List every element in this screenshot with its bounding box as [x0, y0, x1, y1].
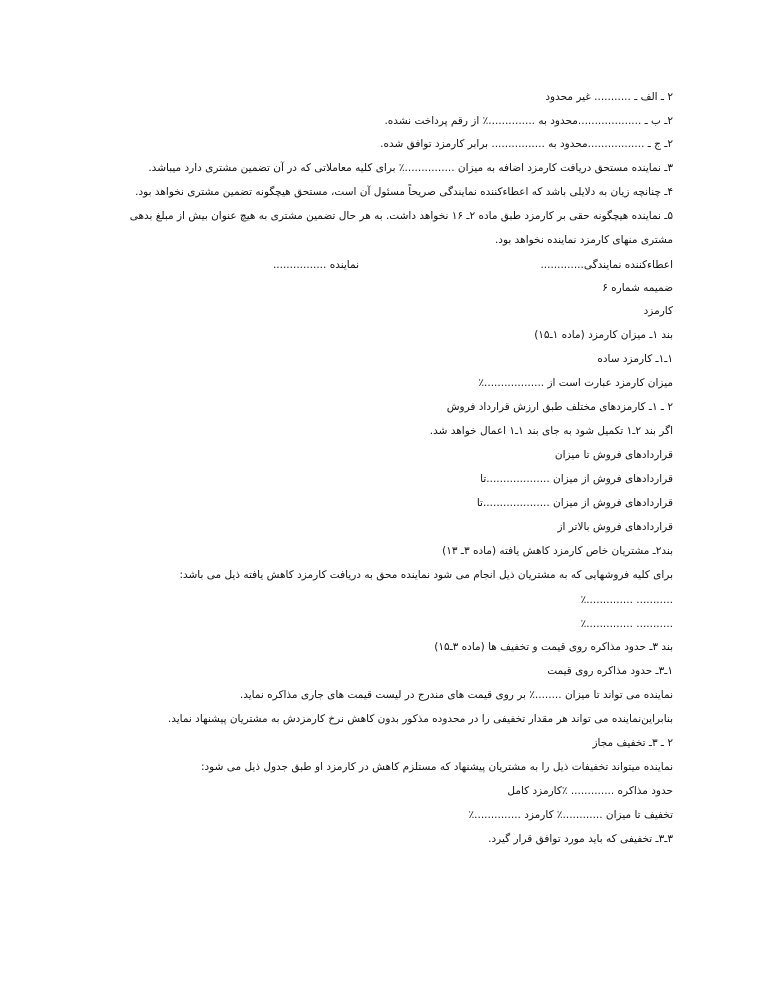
text-line: ۳ـ۳ـ تخفیفی که باید مورد توافق قرار گیرد.: [488, 833, 673, 845]
section-heading: کارمزد: [643, 305, 673, 317]
signature-agent: نماینده ................: [272, 259, 359, 271]
text-line: نماینده می تواند تا میزان ........٪ بر روی قیمت های مندرج در لیست قیمت های جاری مذاکره نماید.: [239, 689, 673, 701]
text-line: ۴ـ چنانچه زیان به دلایلی باشد که اعطاءکننده نمایندگی صریحاً مسئول آن است، مستحق هیچگونه تضمین مشتری نخواهد بود.: [135, 186, 673, 198]
text-line: ۳ـ نماینده مستحق دریافت کارمزد اضافه به میزان ...............٪ برای کلیه معاملاتی که در آن تضمین مشتری دارد میباشد.: [148, 162, 673, 174]
text-line: قراردادهای فروش بالاتر از: [557, 521, 673, 533]
text-line: میزان کارمزد عبارت است از ..................٪: [478, 377, 673, 389]
text-line: نماینده میتواند تخفیفات ذیل را به مشتریان پیشنهاد که مستلزم کاهش در کارمزد او طبق جدول ذیل می شود:: [200, 761, 673, 773]
clause-heading: بند ۱ـ میزان کارمزد (ماده ۱ـ۱۵): [534, 329, 673, 341]
text-line: قراردادهای فروش تا میزان: [554, 449, 673, 461]
text-line: قراردادهای فروش از میزان ....................تا: [476, 497, 673, 509]
text-line: تخفیف تا میزان ............٪ کارمزد ..............٪: [468, 809, 673, 821]
text-line: ۱ـ۳ـ حدود مذاکره روی قیمت: [547, 665, 673, 677]
text-line: ۲ ـ ۳ـ تخفیف مجاز: [592, 737, 673, 749]
text-line: حدود مذاکره ............. ٪کارمزد کامل: [507, 785, 673, 797]
clause-heading: بند ۳ـ حدود مذاکره روی قیمت و تخفیف ها (ماده ۳ـ۱۵): [434, 641, 673, 653]
clause-heading: بند۲ـ مشتریان خاص کارمزد کاهش یافته (ماده ۳ـ ۱۳): [442, 545, 673, 557]
text-line: ۲ـ ج ـ .................محدود به ................ برابر کارمزد توافق شده.: [380, 138, 673, 150]
signature-grantor: اعطاءکننده نمایندگی.............: [540, 259, 673, 271]
text-line: برای کلیه فروشهایی که به مشتریان ذیل انجام می شود نماینده محق به دریافت کارمزد کاهش یافته ذیل می باشد:: [179, 569, 673, 581]
text-line: مشتری منهای کارمزد نماینده نخواهد بود.: [494, 234, 673, 246]
text-line: ۵ـ نماینده هیچگونه حقی بر کارمزد طبق ماده ۲ـ ۱۶ نخواهد داشت. به هر حال تضمین مشتری به هیچ عنوان بیش از مبلغ بدهی: [129, 210, 673, 222]
text-line: قراردادهای فروش از میزان ...................تا: [480, 473, 673, 485]
text-line: اگر بند ۲ـ۱ تکمیل شود به جای بند ۱ـ۱ اعمال خواهد شد.: [429, 425, 673, 437]
text-line: بنابراین‌نماینده می تواند هر مقدار تخفیفی را در محدوده مذکور بدون کاهش نرخ کارمزدش به مشتریان پیشنهاد نماید.: [167, 713, 673, 725]
text-line: ۲ ـ ۱ـ کارمزدهای مختلف طبق ارزش قرارداد فروش: [446, 401, 673, 413]
appendix-title: ضمیمه شماره ۶: [602, 282, 673, 294]
text-line: ۱ـ۱ـ کارمزد ساده: [597, 353, 673, 365]
text-line: ۲ ـ الف ـ ........... غیر محدود: [545, 91, 673, 103]
blank-fill-line: ........... ..............٪: [580, 594, 673, 606]
blank-fill-line: ........... ..............٪: [580, 618, 673, 630]
text-line: ۲ـ ب ـ ...................محدود به ..............٪ از رقم پرداخت نشده.: [384, 115, 673, 127]
